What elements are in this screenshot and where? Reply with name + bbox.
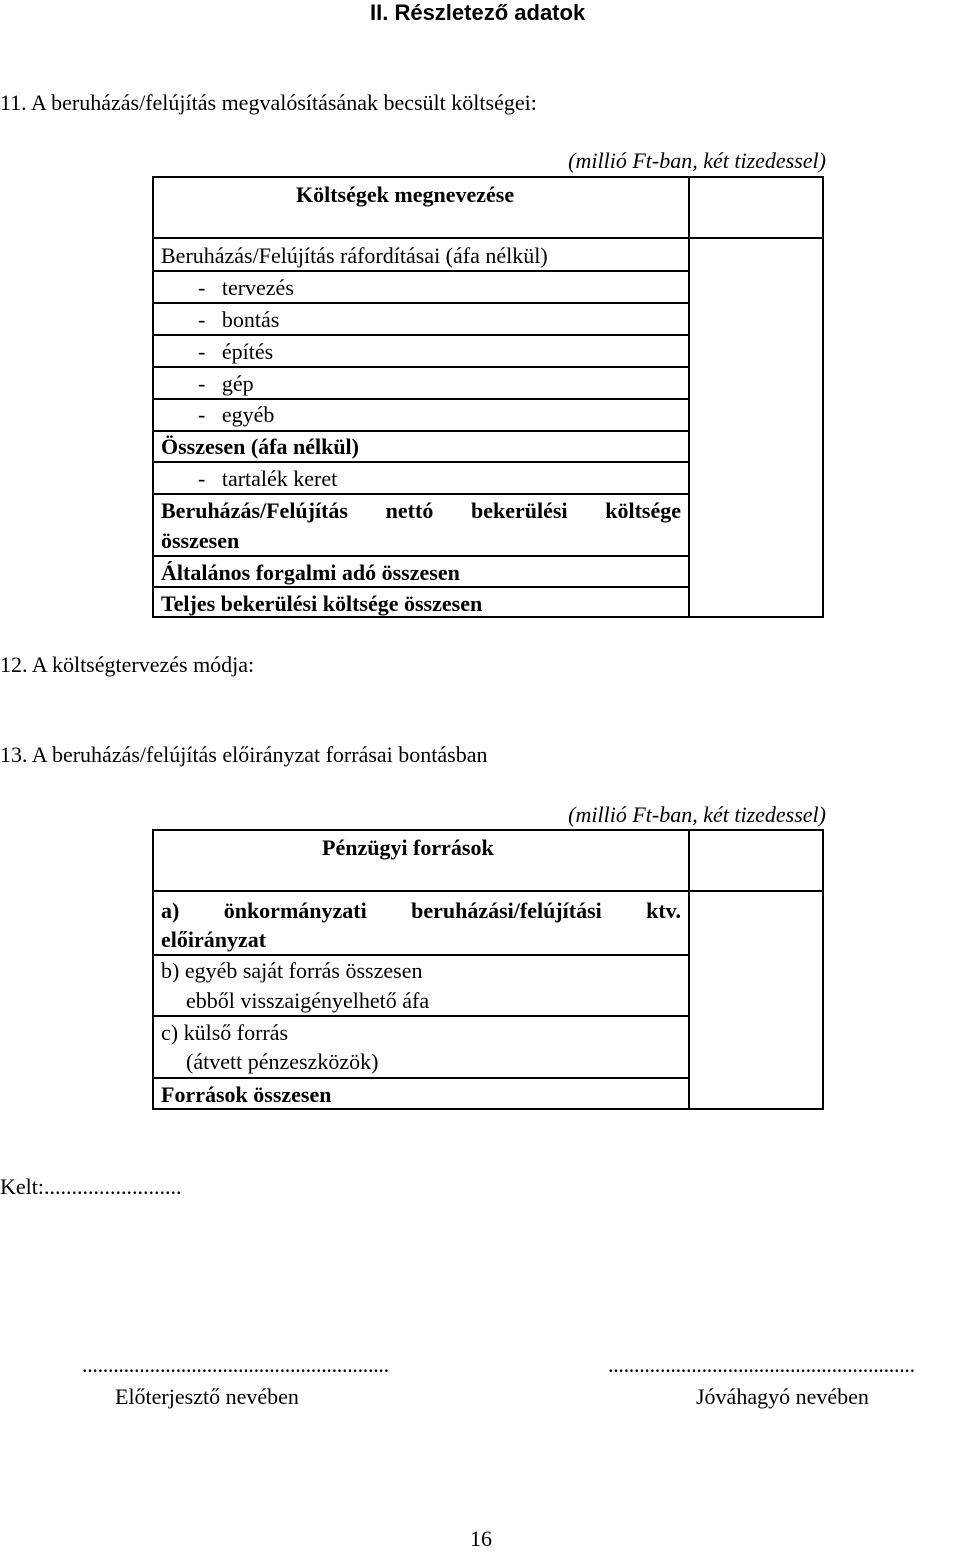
source-row-a-cont: előirányzat <box>161 927 267 952</box>
cost-row-total: Összesen (áfa nélkül) <box>161 434 359 459</box>
section-12-heading: 12. A költségtervezés módja: <box>0 652 255 677</box>
row-line <box>152 1077 690 1079</box>
signature-dots-right: ........................................................... <box>608 1352 915 1377</box>
cost-row: - bontás <box>198 307 280 332</box>
row-line <box>152 430 690 432</box>
source-row-sub: (átvett pénzeszközök) <box>186 1049 379 1074</box>
section-title: II. Részletező adatok <box>370 0 586 25</box>
page-number: 16 <box>470 1526 492 1551</box>
row-line <box>152 461 690 463</box>
row-line <box>152 398 690 400</box>
cost-row: - gép <box>198 371 254 396</box>
cost-row-netto <box>161 498 681 524</box>
unit-note: (millió Ft-ban, két tizedessel) <box>568 148 826 173</box>
netto-word: nettó <box>385 498 434 523</box>
cost-row-grand-total: Teljes bekerülési költsége összesen <box>161 591 483 616</box>
row-line <box>152 586 690 588</box>
signature-dots-left: ........................................................... <box>82 1352 389 1377</box>
sources-table-divider <box>688 829 690 1110</box>
row-line <box>152 366 690 368</box>
cost-row: - tartalék keret <box>198 466 338 491</box>
source-row-total: Források összesen <box>161 1082 332 1107</box>
source-row-sub: ebből visszaigényelhető áfa <box>186 988 430 1013</box>
cost-row-netto-cont: összesen <box>161 528 240 553</box>
row-line <box>152 302 690 304</box>
sources-table-header-line <box>152 890 824 892</box>
section-11-heading: 11. A beruházás/felújítás megvalósításának becsült költségei: <box>0 90 537 115</box>
row-line <box>152 555 690 557</box>
netto-word: Beruházás/Felújítás <box>161 498 348 523</box>
row-line <box>152 334 690 336</box>
cost-row-vat: Általános forgalmi adó összesen <box>161 560 460 585</box>
row-a-word: ktv. <box>646 898 681 923</box>
cost-row: - tervezés <box>198 275 294 300</box>
row-a-word: önkormányzati <box>223 898 367 923</box>
source-row: c) külső forrás <box>161 1020 289 1045</box>
netto-word: bekerülési <box>471 498 568 523</box>
cost-row: - egyéb <box>198 402 275 427</box>
cost-row: Beruházás/Felújítás ráfordításai (áfa nélkül) <box>161 243 548 268</box>
signature-label-right: Jóváhagyó nevében <box>696 1384 869 1409</box>
row-a-word: a) <box>161 898 180 923</box>
section-13-heading: 13. A beruházás/felújítás előirányzat forrásai bontásban <box>0 742 488 767</box>
row-a-word: beruházási/felújítási <box>411 898 602 923</box>
sources-table-header: Pénzügyi források <box>322 835 494 860</box>
cost-table-header-line <box>152 237 824 239</box>
row-line <box>152 1015 690 1017</box>
cost-row: - építés <box>198 339 274 364</box>
unit-note: (millió Ft-ban, két tizedessel) <box>568 802 826 827</box>
source-row: b) egyéb saját forrás összesen <box>161 958 423 983</box>
source-row-a <box>161 898 681 924</box>
kelt-line: Kelt:......................... <box>0 1174 182 1199</box>
cost-table-divider <box>688 176 690 618</box>
row-line <box>152 954 690 956</box>
signature-label-left: Előterjesztő nevében <box>115 1384 299 1409</box>
netto-word: költsége <box>605 498 681 523</box>
row-line <box>152 493 690 495</box>
cost-table-header: Költségek megnevezése <box>296 182 515 207</box>
row-line <box>152 270 690 272</box>
